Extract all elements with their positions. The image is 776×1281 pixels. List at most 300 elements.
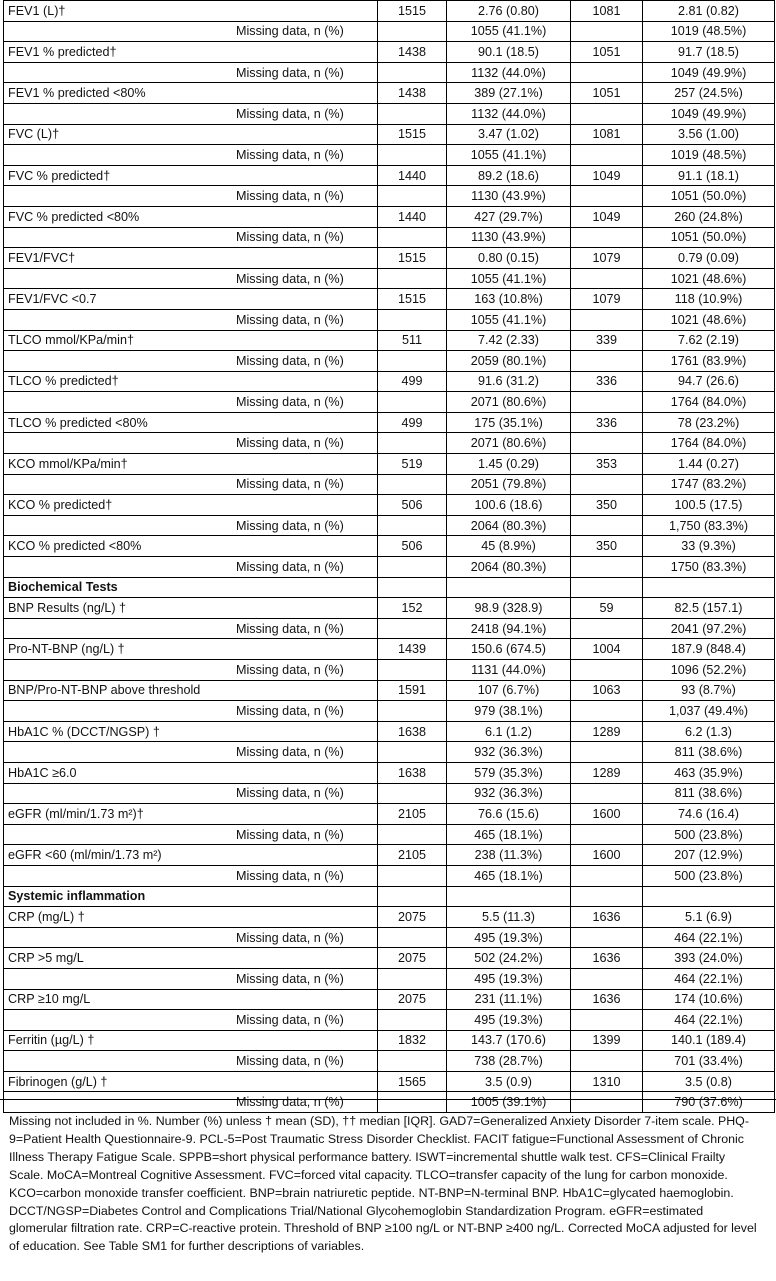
n-group-2: 1636 [571,948,643,969]
value-group-1: 76.6 (15.6) [447,804,571,825]
variable-label: FVC (L)† [4,124,378,145]
n-group-2: 1636 [571,907,643,928]
n-group-1: 1439 [378,639,447,660]
empty-cell [571,783,643,804]
empty-cell [447,886,571,907]
variable-label: TLCO mmol/KPa/min† [4,330,378,351]
missing-value-group-2: 1750 (83.3%) [643,557,775,578]
section-heading: Biochemical Tests [4,577,378,598]
variable-label: FEV1 % predicted <80% [4,83,378,104]
variable-label: CRP (mg/L) † [4,907,378,928]
missing-value-group-1: 979 (38.1%) [447,701,571,722]
missing-value-group-2: 500 (23.8%) [643,865,775,886]
missing-value-group-1: 2051 (79.8%) [447,474,571,495]
variable-label: TLCO % predicted† [4,371,378,392]
n-group-2: 339 [571,330,643,351]
value-group-2: 33 (9.3%) [643,536,775,557]
value-group-1: 7.42 (2.33) [447,330,571,351]
missing-data-row [4,103,775,124]
n-group-2: 1081 [571,1,643,22]
value-group-1: 6.1 (1.2) [447,721,571,742]
missing-value-group-2: 1764 (84.0%) [643,433,775,454]
missing-value-group-1: 2071 (80.6%) [447,392,571,413]
missing-value-group-1: 465 (18.1%) [447,824,571,845]
empty-cell [571,21,643,42]
value-group-2: 7.62 (2.19) [643,330,775,351]
missing-value-group-2: 1051 (50.0%) [643,227,775,248]
missing-value-group-1: 465 (18.1%) [447,865,571,886]
n-group-1: 2075 [378,948,447,969]
missing-data-label: Missing data, n (%) [4,557,378,578]
missing-value-group-2: 464 (22.1%) [643,927,775,948]
missing-data-row [4,557,775,578]
empty-cell [378,186,447,207]
n-group-1: 152 [378,598,447,619]
empty-cell [571,392,643,413]
n-group-1: 1638 [378,721,447,742]
missing-data-row [4,268,775,289]
missing-data-label: Missing data, n (%) [4,62,378,83]
empty-cell [571,62,643,83]
variable-row [4,495,775,516]
value-group-2: 5.1 (6.9) [643,907,775,928]
missing-value-group-1: 1130 (43.9%) [447,186,571,207]
empty-cell [378,62,447,83]
value-group-2: 82.5 (157.1) [643,598,775,619]
n-group-2: 336 [571,371,643,392]
variable-label: HbA1C ≥6.0 [4,762,378,783]
n-group-1: 1515 [378,124,447,145]
n-group-1: 499 [378,412,447,433]
value-group-1: 163 (10.8%) [447,289,571,310]
value-group-1: 389 (27.1%) [447,83,571,104]
variable-label: Ferritin (µg/L) † [4,1030,378,1051]
missing-data-row [4,618,775,639]
value-group-1: 2.76 (0.80) [447,1,571,22]
missing-value-group-1: 2059 (80.1%) [447,351,571,372]
missing-value-group-2: 1049 (49.9%) [643,62,775,83]
value-group-1: 89.2 (18.6) [447,165,571,186]
value-group-1: 90.1 (18.5) [447,42,571,63]
value-group-1: 1.45 (0.29) [447,454,571,475]
variable-row [4,1,775,22]
missing-value-group-2: 1051 (50.0%) [643,186,775,207]
variable-row [4,289,775,310]
value-group-2: 1.44 (0.27) [643,454,775,475]
missing-value-group-1: 1132 (44.0%) [447,62,571,83]
n-group-2: 1600 [571,804,643,825]
empty-cell [571,824,643,845]
missing-data-label: Missing data, n (%) [4,351,378,372]
missing-data-label: Missing data, n (%) [4,474,378,495]
empty-cell [571,557,643,578]
empty-cell [378,783,447,804]
value-group-1: 107 (6.7%) [447,680,571,701]
empty-cell [643,886,775,907]
missing-value-group-1: 1055 (41.1%) [447,268,571,289]
empty-cell [571,268,643,289]
variable-label: FEV1 % predicted† [4,42,378,63]
value-group-2: 463 (35.9%) [643,762,775,783]
missing-value-group-2: 1049 (49.9%) [643,103,775,124]
variable-label: TLCO % predicted <80% [4,412,378,433]
variable-row [4,124,775,145]
empty-cell [571,309,643,330]
n-group-1: 1591 [378,680,447,701]
missing-data-label: Missing data, n (%) [4,618,378,639]
variable-row [4,248,775,269]
variable-label: eGFR (ml/min/1.73 m²)† [4,804,378,825]
n-group-2: 1636 [571,989,643,1010]
missing-value-group-2: 1096 (52.2%) [643,660,775,681]
missing-value-group-2: 500 (23.8%) [643,824,775,845]
empty-cell [571,927,643,948]
variable-row [4,1071,775,1092]
n-group-1: 1515 [378,248,447,269]
missing-data-row [4,1051,775,1072]
variable-label: BNP Results (ng/L) † [4,598,378,619]
missing-data-row [4,783,775,804]
missing-value-group-1: 1131 (44.0%) [447,660,571,681]
missing-value-group-2: 790 (37.6%) [643,1092,775,1113]
value-group-2: 0.79 (0.09) [643,248,775,269]
missing-data-row [4,186,775,207]
empty-cell [378,865,447,886]
empty-cell [571,701,643,722]
empty-cell [378,701,447,722]
missing-data-label: Missing data, n (%) [4,309,378,330]
value-group-2: 93 (8.7%) [643,680,775,701]
n-group-2: 1051 [571,83,643,104]
missing-value-group-1: 932 (36.3%) [447,742,571,763]
variable-label: FEV1 (L)† [4,1,378,22]
missing-value-group-1: 1055 (41.1%) [447,309,571,330]
missing-data-label: Missing data, n (%) [4,701,378,722]
n-group-2: 1004 [571,639,643,660]
variable-row [4,330,775,351]
missing-value-group-2: 464 (22.1%) [643,968,775,989]
n-group-2: 1051 [571,42,643,63]
missing-value-group-1: 1055 (41.1%) [447,145,571,166]
n-group-1: 1515 [378,1,447,22]
value-group-2: 74.6 (16.4) [643,804,775,825]
variable-row [4,907,775,928]
missing-value-group-2: 1019 (48.5%) [643,21,775,42]
variable-label: eGFR <60 (ml/min/1.73 m²) [4,845,378,866]
missing-data-row [4,145,775,166]
empty-cell [378,660,447,681]
n-group-2: 1079 [571,289,643,310]
empty-cell [571,515,643,536]
empty-cell [571,227,643,248]
value-group-1: 238 (11.3%) [447,845,571,866]
n-group-2: 1081 [571,124,643,145]
n-group-2: 59 [571,598,643,619]
value-group-1: 5.5 (11.3) [447,907,571,928]
variable-row [4,412,775,433]
value-group-2: 78 (23.2%) [643,412,775,433]
empty-cell [378,268,447,289]
missing-value-group-2: 701 (33.4%) [643,1051,775,1072]
variable-label: FVC % predicted <80% [4,206,378,227]
missing-data-row [4,865,775,886]
n-group-1: 1515 [378,289,447,310]
section-heading: Systemic inflammation [4,886,378,907]
empty-cell [571,618,643,639]
missing-data-label: Missing data, n (%) [4,515,378,536]
empty-cell [571,577,643,598]
empty-cell [571,886,643,907]
variable-label: Fibrinogen (g/L) † [4,1071,378,1092]
section-header-row [4,886,775,907]
missing-data-label: Missing data, n (%) [4,227,378,248]
empty-cell [378,145,447,166]
value-group-2: 260 (24.8%) [643,206,775,227]
variable-row [4,42,775,63]
value-group-1: 100.6 (18.6) [447,495,571,516]
value-group-2: 94.7 (26.6) [643,371,775,392]
value-group-2: 3.5 (0.8) [643,1071,775,1092]
value-group-1: 45 (8.9%) [447,536,571,557]
n-group-2: 1049 [571,206,643,227]
missing-data-label: Missing data, n (%) [4,824,378,845]
n-group-1: 2075 [378,989,447,1010]
variable-label: CRP >5 mg/L [4,948,378,969]
value-group-2: 257 (24.5%) [643,83,775,104]
n-group-1: 2105 [378,804,447,825]
n-group-1: 1440 [378,165,447,186]
variable-row [4,598,775,619]
value-group-2: 140.1 (189.4) [643,1030,775,1051]
empty-cell [378,515,447,536]
n-group-1: 519 [378,454,447,475]
missing-data-label: Missing data, n (%) [4,968,378,989]
n-group-1: 506 [378,536,447,557]
empty-cell [643,577,775,598]
empty-cell [571,660,643,681]
empty-cell [378,21,447,42]
value-group-1: 98.9 (328.9) [447,598,571,619]
missing-value-group-1: 495 (19.3%) [447,968,571,989]
empty-cell [571,865,643,886]
value-group-1: 175 (35.1%) [447,412,571,433]
value-group-2: 118 (10.9%) [643,289,775,310]
missing-value-group-2: 464 (22.1%) [643,1010,775,1031]
empty-cell [571,186,643,207]
empty-cell [378,433,447,454]
value-group-2: 6.2 (1.3) [643,721,775,742]
empty-cell [378,886,447,907]
value-group-2: 174 (10.6%) [643,989,775,1010]
results-table-body [4,1,775,1113]
empty-cell [571,103,643,124]
missing-data-row [4,824,775,845]
section-header-row [4,577,775,598]
missing-data-label: Missing data, n (%) [4,865,378,886]
missing-data-label: Missing data, n (%) [4,1051,378,1072]
missing-value-group-2: 1021 (48.6%) [643,309,775,330]
missing-data-row [4,433,775,454]
n-group-2: 353 [571,454,643,475]
n-group-2: 1310 [571,1071,643,1092]
missing-data-label: Missing data, n (%) [4,433,378,454]
value-group-2: 2.81 (0.82) [643,1,775,22]
empty-cell [378,351,447,372]
n-group-2: 1063 [571,680,643,701]
missing-data-label: Missing data, n (%) [4,186,378,207]
missing-data-label: Missing data, n (%) [4,1092,378,1113]
value-group-1: 150.6 (674.5) [447,639,571,660]
variable-label: FEV1/FVC <0.7 [4,289,378,310]
missing-data-label: Missing data, n (%) [4,21,378,42]
variable-row [4,83,775,104]
missing-data-row [4,21,775,42]
n-group-2: 1289 [571,721,643,742]
value-group-1: 502 (24.2%) [447,948,571,969]
n-group-2: 1399 [571,1030,643,1051]
missing-data-row [4,701,775,722]
empty-cell [378,1051,447,1072]
missing-data-row [4,227,775,248]
missing-data-row [4,351,775,372]
variable-label: KCO mmol/KPa/min† [4,454,378,475]
missing-value-group-2: 1761 (83.9%) [643,351,775,372]
empty-cell [447,577,571,598]
empty-cell [378,474,447,495]
variable-row [4,1030,775,1051]
missing-value-group-2: 811 (38.6%) [643,783,775,804]
value-group-2: 91.1 (18.1) [643,165,775,186]
empty-cell [378,968,447,989]
n-group-1: 1832 [378,1030,447,1051]
variable-row [4,536,775,557]
n-group-1: 511 [378,330,447,351]
n-group-1: 506 [378,495,447,516]
value-group-2: 393 (24.0%) [643,948,775,969]
variable-row [4,948,775,969]
missing-value-group-1: 1130 (43.9%) [447,227,571,248]
value-group-2: 3.56 (1.00) [643,124,775,145]
value-group-1: 3.5 (0.9) [447,1071,571,1092]
empty-cell [378,1010,447,1031]
missing-value-group-1: 495 (19.3%) [447,1010,571,1031]
missing-value-group-1: 1055 (41.1%) [447,21,571,42]
missing-data-label: Missing data, n (%) [4,268,378,289]
missing-data-label: Missing data, n (%) [4,927,378,948]
missing-data-row [4,474,775,495]
variable-row [4,845,775,866]
n-group-2: 350 [571,536,643,557]
missing-value-group-2: 1747 (83.2%) [643,474,775,495]
footnote-text: Missing not included in %. Number (%) unless † mean (SD), †† median [IQR]. GAD7=Generalized Anxiety Disorder 7-item scale. PHQ-9=Patient Health Questionnaire-9. PCL-5=Post Traumatic Stress Disorder Checklist. FACIT fatigue=Functional Assessment of Chronic Illness Therapy Fatigue Scale. SPPB=short physical performance battery. ISWT=incremental shuttle walk test. CFS=Clinical Frailty Scale. MoCA=Montreal Cognitive Assessment. FVC=forced vital capacity. TLCO=transfer capacity of the lung for carbon monoxide. KCO=carbon monoxide transfer coefficient. BNP=brain natriuretic peptide. NT-BNP=N-terminal BNP. HbA1C=glycated haemoglobin. DCCT/NGSP=Diabetes Control and Complications Trial/National Glycohemoglobin Standardization Program. eGFR=estimated glomerular filtration rate. CRP=C-reactive protein. Threshold of BNP ≥100 ng/L or NT-BNP ≥400 ng/L. Corrected MoCA adjusted for level of education. See Table SM1 for further descriptions of variables. [9,1114,757,1254]
missing-data-row [4,1010,775,1031]
empty-cell [378,742,447,763]
empty-cell [378,309,447,330]
empty-cell [571,351,643,372]
empty-cell [378,557,447,578]
value-group-1: 91.6 (31.2) [447,371,571,392]
missing-data-label: Missing data, n (%) [4,742,378,763]
missing-value-group-2: 1,750 (83.3%) [643,515,775,536]
value-group-2: 100.5 (17.5) [643,495,775,516]
variable-row [4,804,775,825]
missing-data-row [4,309,775,330]
missing-value-group-2: 1,037 (49.4%) [643,701,775,722]
missing-value-group-1: 932 (36.3%) [447,783,571,804]
missing-data-label: Missing data, n (%) [4,660,378,681]
missing-data-row [4,927,775,948]
missing-value-group-2: 1021 (48.6%) [643,268,775,289]
missing-value-group-2: 1764 (84.0%) [643,392,775,413]
missing-data-row [4,392,775,413]
variable-row [4,165,775,186]
missing-value-group-1: 495 (19.3%) [447,927,571,948]
missing-value-group-1: 1132 (44.0%) [447,103,571,124]
variable-label: FEV1/FVC† [4,248,378,269]
value-group-1: 231 (11.1%) [447,989,571,1010]
missing-data-label: Missing data, n (%) [4,1010,378,1031]
empty-cell [378,618,447,639]
missing-data-label: Missing data, n (%) [4,103,378,124]
variable-label: HbA1C % (DCCT/NGSP) † [4,721,378,742]
n-group-2: 1600 [571,845,643,866]
missing-data-label: Missing data, n (%) [4,392,378,413]
missing-data-row [4,62,775,83]
value-group-2: 91.7 (18.5) [643,42,775,63]
missing-data-row [4,968,775,989]
empty-cell [378,103,447,124]
n-group-1: 1565 [378,1071,447,1092]
missing-value-group-2: 1019 (48.5%) [643,145,775,166]
missing-data-label: Missing data, n (%) [4,145,378,166]
variable-row [4,206,775,227]
empty-cell [378,824,447,845]
value-group-1: 579 (35.3%) [447,762,571,783]
n-group-1: 1438 [378,83,447,104]
variable-row [4,680,775,701]
missing-value-group-2: 811 (38.6%) [643,742,775,763]
missing-value-group-1: 2071 (80.6%) [447,433,571,454]
value-group-1: 427 (29.7%) [447,206,571,227]
missing-value-group-2: 2041 (97.2%) [643,618,775,639]
n-group-2: 350 [571,495,643,516]
missing-data-row [4,515,775,536]
empty-cell [378,392,447,413]
empty-cell [571,1010,643,1031]
variable-row [4,371,775,392]
value-group-2: 207 (12.9%) [643,845,775,866]
missing-value-group-1: 2064 (80.3%) [447,515,571,536]
n-group-1: 499 [378,371,447,392]
empty-cell [571,474,643,495]
missing-value-group-1: 2064 (80.3%) [447,557,571,578]
empty-cell [378,927,447,948]
n-group-1: 2105 [378,845,447,866]
missing-value-group-1: 1005 (39.1%) [447,1092,571,1113]
missing-data-label: Missing data, n (%) [4,783,378,804]
variable-row [4,454,775,475]
empty-cell [378,577,447,598]
missing-data-row [4,742,775,763]
empty-cell [571,742,643,763]
missing-value-group-1: 2418 (94.1%) [447,618,571,639]
n-group-2: 1289 [571,762,643,783]
value-group-1: 143.7 (170.6) [447,1030,571,1051]
variable-label: CRP ≥10 mg/L [4,989,378,1010]
missing-value-group-1: 738 (28.7%) [447,1051,571,1072]
n-group-2: 1049 [571,165,643,186]
n-group-2: 1079 [571,248,643,269]
